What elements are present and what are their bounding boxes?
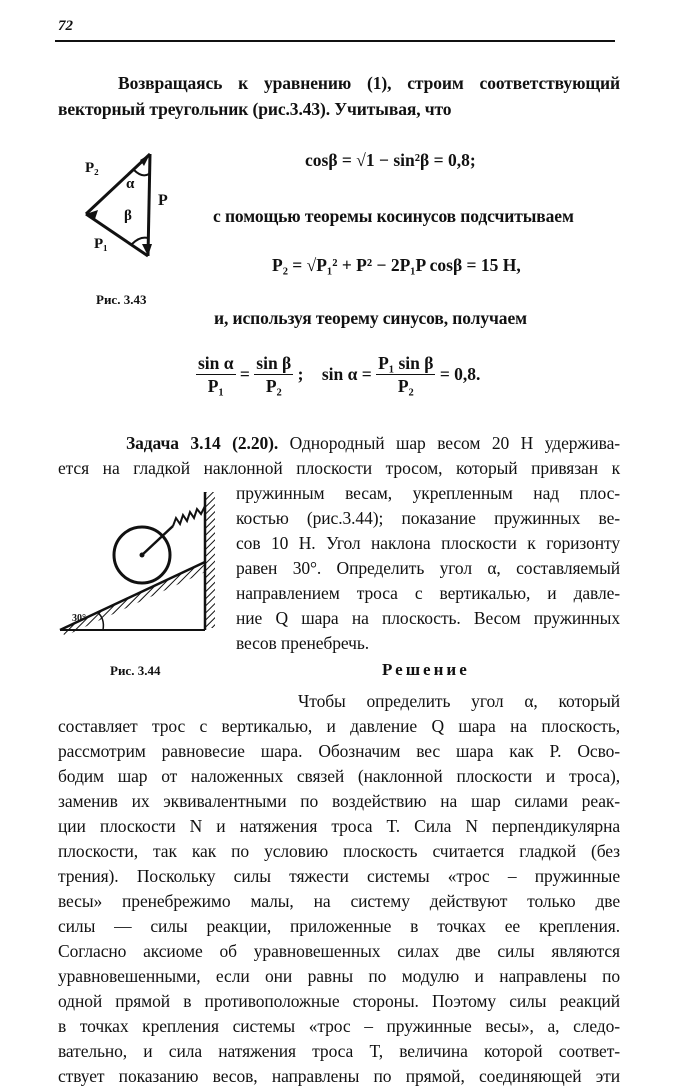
text-sine-theorem: и, используя теорему синусов, получаем xyxy=(214,308,527,328)
para1-line2: векторный треугольник (рис.3.43). Учитывая, что xyxy=(58,99,452,119)
equation-cos-beta: cosβ = √1 − sin²β = 0,8; xyxy=(305,150,476,170)
solution-line-4: заменив их эквивалентными по воздействию на шар силами реак- xyxy=(58,791,620,811)
solution-line-7: трения). Поскольку силы тяжести системы «трос – пружинные xyxy=(58,866,620,886)
solution-line-2: рассмотрим равновесие шара. Обозначим вес шара как P. Осво- xyxy=(58,741,620,761)
solution-line-15: ствует показанию весов, направлены по прямой, соединяющей эти xyxy=(58,1066,620,1086)
fig344-angle-label: 30° xyxy=(72,613,86,624)
frac-num: P₁ sin β xyxy=(378,353,434,373)
solution-line-9: силы — силы реакции, приложенные в точках ее крепления. xyxy=(58,916,620,936)
task-line5: сов 10 Н. Угол наклона плоскости к горизонту xyxy=(236,533,620,553)
task-line4: костью (рис.3.44); показание пружинных ве- xyxy=(236,508,620,528)
frac-den: P₁ xyxy=(207,376,224,396)
fig343-caption: Рис. 3.43 xyxy=(96,292,147,307)
task-line8: ние Q шара на плоскость. Весом пружинных xyxy=(236,608,620,628)
task-line2: ется на гладкой наклонной плоскости тросом, который привязан к xyxy=(58,458,620,478)
frac-den: P₂ xyxy=(265,376,282,396)
task-line9: весов пренебречь. xyxy=(236,633,369,653)
spring xyxy=(173,506,205,526)
frac-num: sin α xyxy=(198,353,234,373)
solution-line-14: вательно, и сила натяжения троса T, величина которой соответ- xyxy=(58,1041,620,1061)
fraction-p1-sinbeta-p2 xyxy=(376,352,435,397)
solution-line-0: Чтобы определить угол α, который xyxy=(298,691,620,711)
fraction-sin-alpha-p1 xyxy=(196,352,236,397)
task-title: Задача 3.14 (2.20). xyxy=(126,433,279,453)
eq-result: = 0,8. xyxy=(439,364,481,384)
solution-line-3: бодим шар от наложенных связей (наклонной плоскости и троса), xyxy=(58,766,620,786)
task-line3: пружинным весам, укрепленным над плос- xyxy=(236,483,620,503)
solution-line-1: составляет трос с вертикалью, и давление Q шара на плоскость, xyxy=(58,716,620,736)
solution-line-13: в точках крепления системы «трос – пружинные весы», а, следо- xyxy=(58,1016,620,1036)
fig343-label-alpha: α xyxy=(126,176,135,192)
task-line7: направлением троса с вертикалью, и давле- xyxy=(236,583,620,603)
task-line1 xyxy=(126,430,620,456)
equation-p2: P₂ = √P₁² + P² − 2P₁P cosβ = 15 H, xyxy=(272,255,521,275)
solution-line-12: одной прямой в противоположные стороны. Поэтому силы реакций xyxy=(58,991,620,1011)
eq-separator: ; xyxy=(297,364,304,384)
solution-line-8: весы» пренебрежимо малы, на систему действуют только две xyxy=(58,891,620,911)
text-cosine-theorem: с помощью теоремы косинусов подсчитываем xyxy=(213,206,574,226)
frac-den: P₂ xyxy=(397,376,414,396)
solution-line-6: плоскости, так как по условию плоскость считается гладкой (без xyxy=(58,841,620,861)
fig344-caption: Рис. 3.44 xyxy=(110,663,161,678)
page-number: 72 xyxy=(58,18,73,34)
wall-hatch xyxy=(205,492,215,628)
solution-line-11: уравновешенными, если они равны по модулю и направлены по xyxy=(58,966,620,986)
header-rule xyxy=(55,40,615,42)
task-line1-text: Однородный шар весом 20 Н удержива- xyxy=(289,433,620,453)
solution-line-5: ции плоскости N и натяжения троса T. Сила N перпендикулярна xyxy=(58,816,620,836)
eq-prefix: sin α = xyxy=(321,364,372,384)
task-line6: равен 30°. Определить угол α, составляемый xyxy=(236,558,620,578)
equation-sine-law: $\frac{\text{sin α}}{\text{P₁}}$ = $\frac{\text{sin β}}{\text{P₂}}$ ; sin α = $\frac{\text{P₁ sin β}}{\text{P₂}}$ = 0,8. xyxy=(198,353,481,396)
solution-heading: Решение xyxy=(382,660,470,679)
fig343-label-beta: β xyxy=(124,208,132,224)
frac-num: sin β xyxy=(256,353,292,373)
fig343-label-p1: P₁ xyxy=(94,236,108,252)
fig343-label-p2: P₂ xyxy=(85,160,99,176)
para1-line1: Возвращаясь к уравнению (1), строим соответствующий xyxy=(118,73,620,93)
solution-line-10: Согласно аксиоме об уравновешенных силах две силы являются xyxy=(58,941,620,961)
fig343-label-p: P xyxy=(158,192,168,209)
fraction-sin-beta-p2 xyxy=(254,352,293,397)
